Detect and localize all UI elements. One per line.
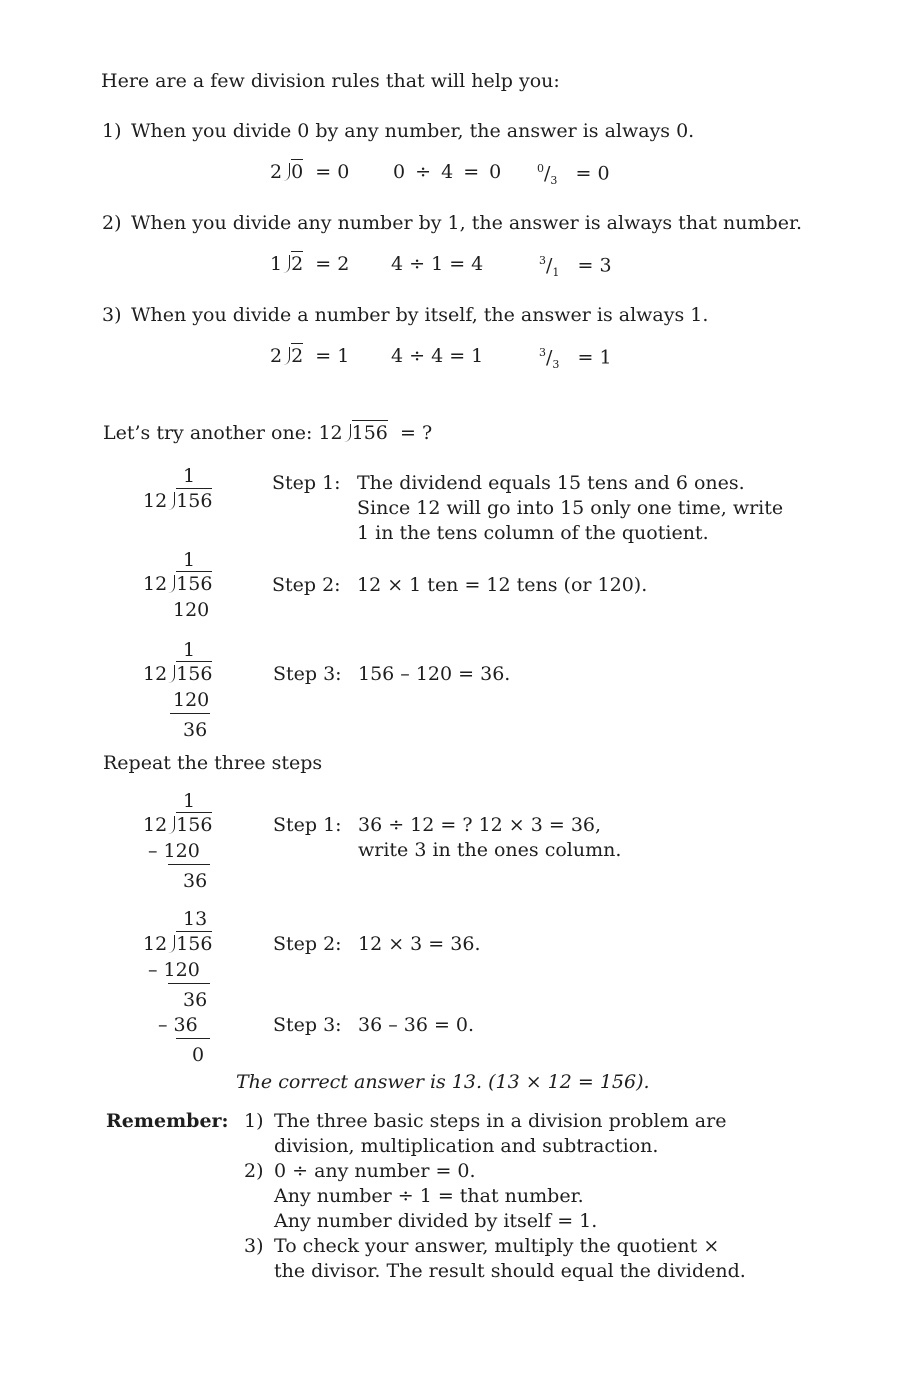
division-bracket-icon — [168, 816, 175, 834]
remember-label: Remember: — [106, 1110, 229, 1132]
remember-3-line1: To check your answer, multiply the quotient × — [274, 1235, 720, 1257]
rule-1-example-longdiv: 2 0 = 0 — [270, 161, 350, 183]
division-bracket-icon — [168, 492, 175, 510]
remember-1-line1: The three basic steps in a division problem are — [274, 1110, 727, 1132]
remainder-value: 36 — [183, 989, 208, 1011]
step-b2-label: Step 2: — [273, 933, 342, 955]
step-a1-label: Step 1: — [272, 472, 341, 494]
longdiv-setup: 12 156 — [143, 663, 213, 685]
rule-3-example-divide: 4 ÷ 4 = 1 — [391, 345, 484, 367]
step-b1-line1: 36 ÷ 12 = ? 12 × 3 = 36, — [358, 814, 602, 836]
rule-2-example-divide: 4 ÷ 1 = 4 — [391, 253, 484, 275]
remember-1-number: 1) — [244, 1110, 264, 1132]
step-b2-line1: 12 × 3 = 36. — [358, 933, 481, 955]
division-bracket-icon — [168, 665, 175, 683]
intro-text: Here are a few division rules that will help you: — [101, 70, 560, 92]
division-bracket-icon — [344, 424, 351, 442]
rule-2-example-fraction: $^3/_1$ = 3 — [539, 254, 612, 280]
subtraction-rule — [170, 713, 210, 714]
rule-2-text: When you divide any number by 1, the answer is always that number. — [131, 212, 802, 234]
product-value: 120 — [173, 599, 210, 621]
rule-1-example-fraction: $^0/_3$ = 0 — [537, 162, 610, 188]
final-remainder: 0 — [192, 1044, 205, 1066]
remember-2-number: 2) — [244, 1160, 264, 1182]
quotient-digit: 1 — [183, 639, 196, 661]
division-bracket-icon — [168, 575, 175, 593]
remember-2-line1: 0 ÷ any number = 0. — [274, 1160, 476, 1182]
remember-1-line2: division, multiplication and subtraction. — [274, 1135, 659, 1157]
rule-2-example-longdiv: 1 2 = 2 — [270, 253, 350, 275]
division-bracket-icon — [168, 935, 175, 953]
division-bracket-icon — [283, 163, 290, 181]
longdiv-setup: 12 156 — [143, 490, 213, 512]
rule-3-text: When you divide a number by itself, the answer is always 1. — [131, 304, 709, 326]
step-a2-line1: 12 × 1 ten = 12 tens (or 120). — [357, 574, 648, 596]
step-b3-line1: 36 – 36 = 0. — [358, 1014, 475, 1036]
remainder-value: 36 — [183, 870, 208, 892]
subtraction-rule — [168, 864, 210, 865]
rule-2-number: 2) — [102, 212, 122, 234]
remember-3-number: 3) — [244, 1235, 264, 1257]
longdiv-setup: 12 156 — [143, 814, 213, 836]
repeat-heading: Repeat the three steps — [103, 752, 323, 774]
step-a1-line2: Since 12 will go into 15 only one time, write — [357, 497, 784, 519]
quotient-digit: 1 — [183, 465, 196, 487]
rule-3-example-fraction: $^3/_3$ = 1 — [539, 346, 612, 372]
division-bracket-icon — [283, 255, 290, 273]
minus-product: – 120 — [148, 959, 200, 981]
minus-product: – 120 — [148, 840, 200, 862]
division-bracket-icon — [283, 347, 290, 365]
quotient-digit: 1 — [183, 549, 196, 571]
remainder-value: 36 — [183, 719, 208, 741]
subtraction-rule — [176, 1038, 210, 1039]
longdiv-setup: 12 156 — [143, 573, 213, 595]
step-b1-label: Step 1: — [273, 814, 342, 836]
minus-product: – 36 — [158, 1014, 198, 1036]
remember-2-line2: Any number ÷ 1 = that number. — [274, 1185, 584, 1207]
correct-answer: The correct answer is 13. (13 × 12 = 156). — [236, 1071, 650, 1093]
step-a1-line1: The dividend equals 15 tens and 6 ones. — [357, 472, 745, 494]
remember-3-line2: the divisor. The result should equal the dividend. — [274, 1260, 746, 1282]
step-a3-label: Step 3: — [273, 663, 342, 685]
step-a1-line3: 1 in the tens column of the quotient. — [357, 522, 709, 544]
rule-1-text: When you divide 0 by any number, the answer is always 0. — [131, 120, 695, 142]
step-a2-label: Step 2: — [272, 574, 341, 596]
try-another-line: Let’s try another one: 12 156 = ? — [103, 422, 433, 444]
quotient-digit: 1 — [183, 790, 196, 812]
rule-3-example-longdiv: 2 2 = 1 — [270, 345, 350, 367]
rule-1-number: 1) — [102, 120, 122, 142]
remember-2-line3: Any number divided by itself = 1. — [274, 1210, 598, 1232]
rule-1-example-divide: 0 ÷ 4 = 0 — [393, 161, 502, 183]
step-b3-label: Step 3: — [273, 1014, 342, 1036]
longdiv-setup: 12 156 — [143, 933, 213, 955]
step-a3-line1: 156 – 120 = 36. — [358, 663, 511, 685]
quotient-value: 13 — [183, 908, 208, 930]
rule-3-number: 3) — [102, 304, 122, 326]
step-b1-line2: write 3 in the ones column. — [358, 839, 622, 861]
subtraction-rule — [168, 983, 210, 984]
product-value: 120 — [173, 689, 210, 711]
